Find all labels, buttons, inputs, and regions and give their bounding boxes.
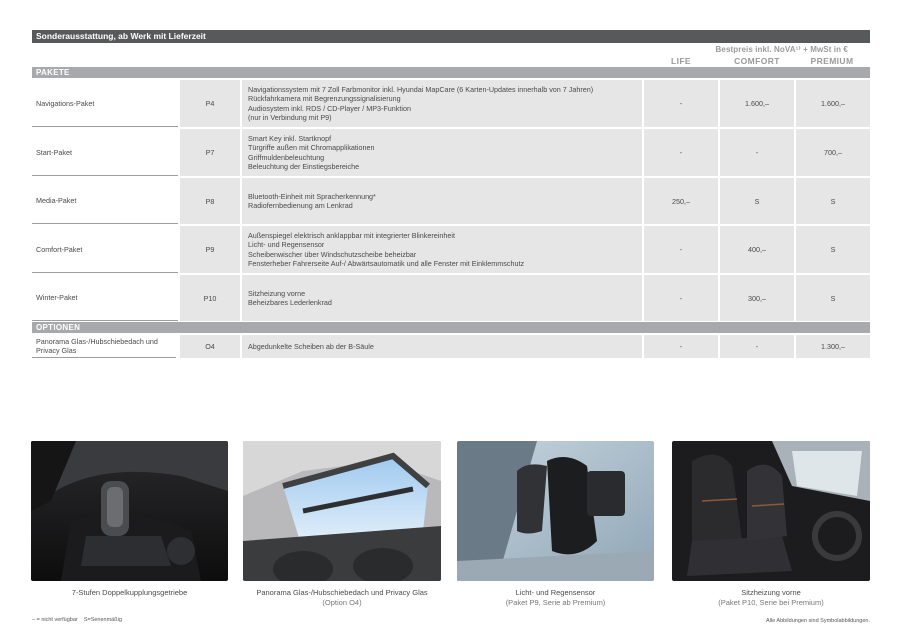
photo-caption [243,588,441,608]
package-code: P9 [180,226,240,273]
caption-title: Sitzheizung vorne [741,588,801,597]
gearbox-photo [31,441,228,581]
description-line: Türgriffe außen mit Chromapplikationen [248,143,375,153]
table-row [32,129,870,176]
description-line: Beheizbares Lederlenkrad [248,298,332,307]
column-header-comfort: COMFORT [734,56,780,66]
option-name: Panorama Glas-/Hubschiebedach und Privacy Glas [32,335,176,358]
price-comfort: - [720,129,794,176]
package-name: Winter-Paket [32,275,178,321]
caption-subtitle: (Paket P10, Serie bei Premium) [718,598,824,607]
description-line: Navigationssystem mit 7 Zoll Farbmonitor inkl. Hyundai MapCare (6 Karten-Updates innerhalb von 7 Jahren) [248,84,594,94]
description-line: Abgedunkelte Scheiben ab der B-Säule [248,341,374,351]
price-premium: S [796,275,870,321]
legend-note: – = nicht verfügbar S=Serienmäßig [32,617,122,623]
price-life: - [644,335,718,358]
package-name: Navigations-Paket [32,80,178,127]
price-comfort: 300,– [720,275,794,321]
description-line: Radiofernbedienung am Lenkrad [248,201,353,210]
price-comfort: 400,– [720,226,794,273]
description-line: (nur in Verbindung mit P9) [248,112,332,122]
photo-caption [31,588,228,598]
description-line: Scheibenwischer über Windschutzscheibe beheizbar [248,249,417,259]
package-description [242,226,642,273]
price-life: - [644,129,718,176]
table-row [32,178,870,224]
package-code: P7 [180,129,240,176]
package-description [242,129,642,176]
description-line: Beleuchtung der Einstiegsbereiche [248,161,360,171]
price-life: - [644,80,718,127]
caption-title: Licht- und Regensensor [515,588,596,597]
description-line: Fensterheber Fahrerseite Auf-/ Abwärtsautomatik und alle Fenster mit Einklemmschutz [248,258,525,268]
package-description [242,80,642,127]
price-premium: S [796,226,870,273]
option-code: O4 [180,335,240,358]
package-code: P10 [180,275,240,321]
price-premium: 1.300,– [796,335,870,358]
section-header-optionen: OPTIONEN [32,322,870,333]
price-comfort: - [720,335,794,358]
option-description [242,335,642,358]
column-header-premium: PREMIUM [810,56,854,66]
description-line: Smart Key inkl. Startknopf [248,133,332,143]
price-life: - [644,275,718,321]
table-row [32,335,870,358]
caption-subtitle: (Paket P9, Serie ab Premium) [505,598,606,607]
price-premium: 1.600,– [796,80,870,127]
package-code: P4 [180,80,240,127]
price-premium: S [796,178,870,224]
package-name: Comfort-Paket [32,226,178,273]
rain-sensor-photo [457,441,654,581]
table-row [32,226,870,273]
caption-title: 7-Stufen Doppelkupplungsgetriebe [71,588,188,597]
price-life: 250,– [644,178,718,224]
section-header-pakete: PAKETE [32,67,870,78]
price-life: - [644,226,718,273]
description-line: Außenspiegel elektrisch anklappbar mit integrierter Blinkereinheit [248,230,455,240]
disclaimer: Alle Abbildungen sind Symbolabbildungen. [766,618,870,624]
description-line: Audiosystem inkl. RDS / CD-Player / MP3-Funktion [248,103,411,113]
description-line: Bluetooth-Einheit mit Spracherkennung* [248,191,376,201]
price-comfort: S [720,178,794,224]
price-premium: 700,– [796,129,870,176]
package-name: Start-Paket [32,129,178,176]
column-header-life: LIFE [670,56,691,66]
package-description [242,275,642,321]
heated-seats-photo [672,441,870,581]
description-line: Rückfahrkamera mit Begrenzungssignalisierung [248,94,401,104]
description-line: Licht- und Regensensor [248,240,325,250]
price-note: Bestpreis inkl. NoVA¹⁾ + MwSt in € [715,45,848,54]
table-row [32,275,870,321]
price-comfort: 1.600,– [720,80,794,127]
photo-caption [457,588,654,608]
table-row [32,80,870,127]
package-name: Media-Paket [32,178,178,224]
description-line: Griffmuldenbeleuchtung [248,152,325,162]
caption-title: Panorama Glas-/Hubschiebedach und Privacy Glas [256,588,428,597]
caption-subtitle: (Option O4) [322,598,362,607]
panorama-roof-photo [243,441,441,581]
page-title: Sonderausstattung, ab Werk mit Lieferzeit [32,30,870,43]
package-code: P8 [180,178,240,224]
description-line: Sitzheizung vorne [248,288,306,298]
package-description [242,178,642,224]
photo-caption [672,588,870,608]
